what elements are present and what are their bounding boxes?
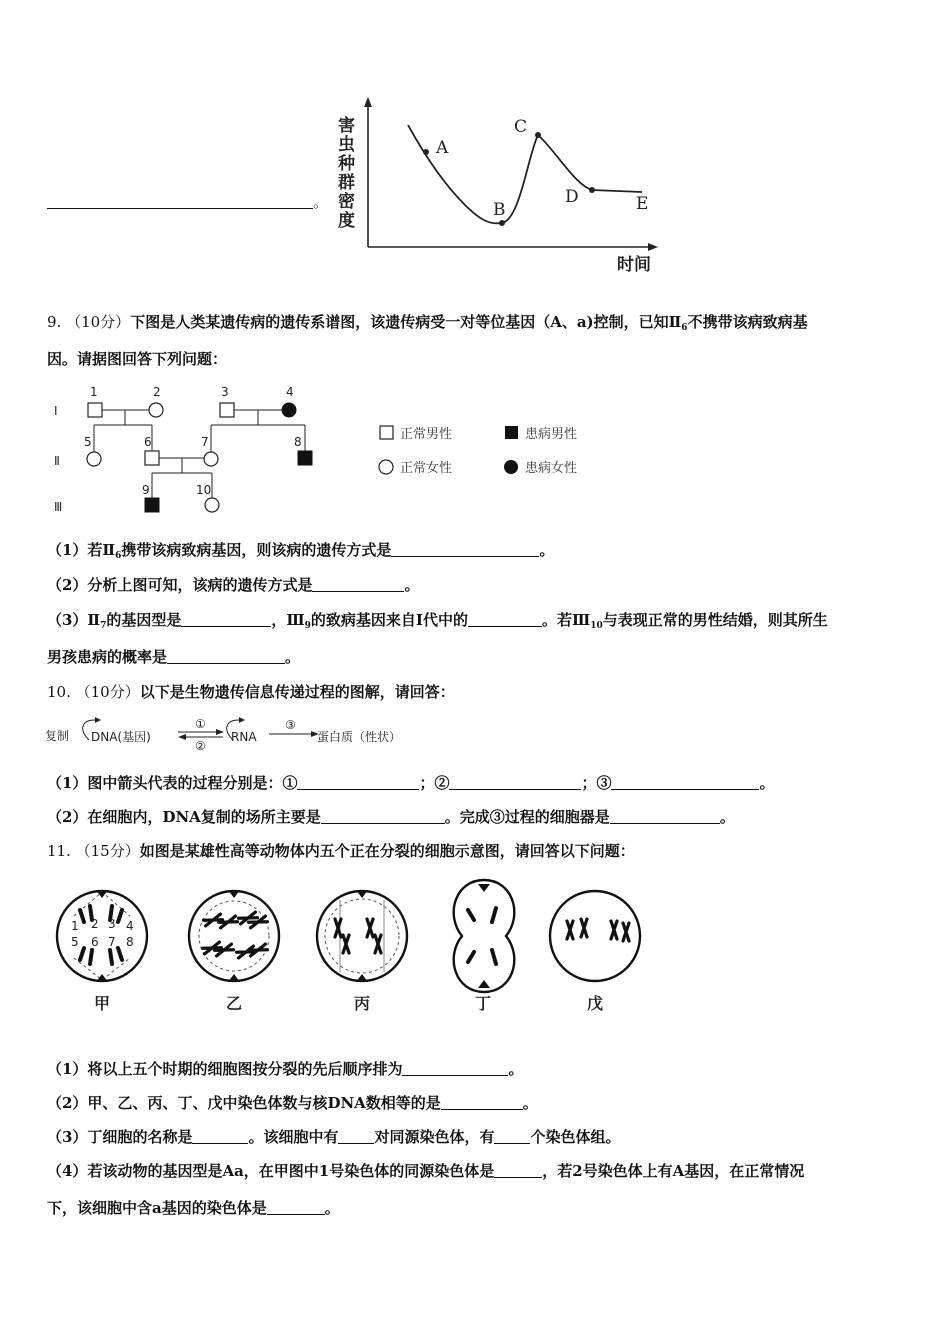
ylabel-char: 害 <box>338 116 355 136</box>
chromo-num: 5 <box>71 935 79 949</box>
reverse-arrow-head <box>178 734 186 740</box>
label-b: B <box>493 200 506 220</box>
cell-jia <box>57 890 147 982</box>
answer-blank <box>297 775 419 790</box>
q11-sub1 <box>47 1059 523 1079</box>
q9-score: （10分） <box>66 313 131 331</box>
point-a <box>423 149 429 155</box>
ylabel-char: 种 <box>338 154 355 174</box>
cell-label-wu: 戊 <box>587 994 604 1013</box>
text: ；③ <box>581 774 612 792</box>
cell-label-yi: 乙 <box>226 994 243 1013</box>
text: （2）在细胞内，DNA复制的场所主要是 <box>47 808 321 826</box>
legend-affected-male: 患病男性 <box>525 427 578 442</box>
q9-sub2 <box>47 575 419 595</box>
answer-blank <box>267 1200 325 1215</box>
cell-division-figure <box>50 870 650 1020</box>
q10-sub1 <box>47 773 775 793</box>
subscript: 7 <box>100 621 107 631</box>
individual-7 <box>204 452 218 466</box>
q9-text-c: 因。请据图回答下列问题： <box>47 350 228 368</box>
dna-label: DNA(基因) <box>91 730 151 744</box>
process-3-label: ③ <box>285 718 296 732</box>
ind-label: 2 <box>153 385 161 399</box>
text: 。 <box>759 774 775 792</box>
chromo-num: 4 <box>126 919 134 933</box>
q9-sub: 6 <box>681 323 688 333</box>
q11-line1 <box>47 841 635 861</box>
ind-label: 8 <box>294 435 302 449</box>
individual-5 <box>87 452 101 466</box>
answer-blank <box>167 649 285 664</box>
answer-blank <box>402 1061 508 1076</box>
q9-sub3 <box>47 610 828 636</box>
text: （2）分析上图可知，该病的遗传方式是 <box>47 576 313 594</box>
ylabel-char: 度 <box>338 211 355 231</box>
answer-blank <box>610 809 720 824</box>
q10-number: 10. <box>47 683 71 701</box>
q9-number: 9. <box>47 313 62 331</box>
individual-4 <box>282 403 296 417</box>
cell-yi <box>189 890 279 982</box>
chromo-num: 1 <box>71 919 79 933</box>
individual-3 <box>220 403 234 417</box>
q11-number: 11. <box>47 842 71 860</box>
text: 。 <box>324 1199 340 1217</box>
individual-8 <box>298 451 312 465</box>
gen-label-1: Ⅰ <box>54 404 58 418</box>
y-axis-arrow <box>364 97 372 107</box>
rna-replication-arrow-head <box>239 717 245 723</box>
ind-label: 1 <box>90 385 98 399</box>
chart-ylabel <box>337 115 355 231</box>
text: 下，该细胞中含a基因的染色体是 <box>47 1199 267 1217</box>
protein-label: 蛋白质（性状） <box>317 730 402 744</box>
answer-blank <box>441 1095 523 1110</box>
q9-text-a: 下图是人类某遗传病的遗传系谱图，该遗传病受一对等位基因（A、a)控制，已知Ⅱ <box>130 313 682 331</box>
q11-sub4-cont <box>47 1198 340 1218</box>
subscript: 6 <box>115 551 122 561</box>
text: 携带该病致病基因，则该病的遗传方式是 <box>121 541 392 559</box>
text: 。 <box>539 541 555 559</box>
text: 对同源染色体，有 <box>374 1128 495 1146</box>
answer-blank <box>391 542 539 557</box>
central-dogma-diagram <box>45 714 445 754</box>
ind-label: 10 <box>196 483 212 497</box>
text: （3）丁细胞的名称是 <box>47 1128 193 1146</box>
legend-normal-female: 正常女性 <box>400 461 453 476</box>
ylabel-char: 密 <box>338 192 355 212</box>
ind-label: 9 <box>142 483 150 497</box>
q11-sub2 <box>47 1093 538 1113</box>
cell-label-bing: 丙 <box>354 994 371 1013</box>
label-d: D <box>565 187 579 207</box>
text: （1）将以上五个时期的细胞图按分裂的先后顺序排为 <box>47 1060 403 1078</box>
chromo-num: 3 <box>108 917 116 931</box>
replication-label: 复制 <box>45 729 70 743</box>
cell-label-ding: 丁 <box>475 994 492 1013</box>
point-d <box>589 187 595 193</box>
chromo-num: 7 <box>108 935 116 949</box>
text: ，若2号染色体上有A基因，在正常情况 <box>542 1162 805 1180</box>
rna-label: RNA <box>231 730 257 744</box>
process-2-label: ② <box>195 739 206 753</box>
q9-sub3-cont <box>47 647 300 667</box>
text: 个染色体组。 <box>530 1128 621 1146</box>
answer-blank <box>321 809 445 824</box>
q11-text: 如图是某雄性高等动物体内五个正在分裂的细胞示意图，请回答以下问题： <box>139 842 635 860</box>
text: 。 <box>404 576 420 594</box>
text: 。完成③过程的细胞器是 <box>444 808 610 826</box>
pedigree-legend <box>379 426 577 476</box>
text: 的基因型是 <box>106 611 182 629</box>
legend-normal-female-icon <box>379 460 393 474</box>
individual-2 <box>149 403 163 417</box>
q11-sub4 <box>47 1161 804 1181</box>
text: 男孩患病的概率是 <box>47 648 168 666</box>
q9-line1 <box>47 312 808 338</box>
individual-10 <box>205 498 219 512</box>
q10-text: 以下是生物遗传信息传递过程的图解，请回答： <box>139 683 455 701</box>
legend-normal-male-icon <box>380 426 393 439</box>
text: ；② <box>419 774 450 792</box>
transcription-arrow-head <box>216 729 224 735</box>
q9-text-b: 不携带该病致病基 <box>687 313 808 331</box>
answer-blank <box>494 1129 530 1144</box>
q10-line1 <box>47 682 455 702</box>
cell-wu <box>550 891 640 981</box>
text: （1）图中箭头代表的过程分别是：① <box>47 774 298 792</box>
text: 与表现正常的男性结婚，则其所生 <box>602 611 828 629</box>
text: 的致病基因来自Ⅰ代中的 <box>310 611 468 629</box>
xlabel: 时间 <box>617 255 651 275</box>
text: （2）甲、乙、丙、丁、戊中染色体数与核DNA数相等的是 <box>47 1094 441 1112</box>
q10-sub2 <box>47 807 735 827</box>
text: （4）若该动物的基因型是Aa，在甲图中1号染色体的同源染色体是 <box>47 1162 495 1180</box>
point-c <box>535 132 541 138</box>
individual-6 <box>145 451 159 465</box>
point-b <box>499 220 505 226</box>
label-c: C <box>514 117 528 137</box>
gen-label-3: Ⅲ <box>54 500 63 514</box>
q9-sub1 <box>47 540 554 566</box>
answer-blank <box>312 577 404 592</box>
q11-sub3 <box>47 1127 621 1147</box>
chromo-num: 8 <box>126 935 134 949</box>
process-1-label: ① <box>195 717 206 731</box>
q9-line2 <box>47 349 227 369</box>
replication-arrow-head <box>95 717 101 723</box>
individual-9 <box>145 498 159 512</box>
answer-blank <box>468 612 542 627</box>
individual-1 <box>88 403 102 417</box>
period: 。 <box>313 193 329 211</box>
answer-blank <box>611 775 759 790</box>
answer-blank <box>47 194 313 209</box>
answer-blank <box>449 775 581 790</box>
answer-blank <box>494 1163 542 1178</box>
subscript: 9 <box>304 621 311 631</box>
text: ，Ⅲ <box>271 611 305 629</box>
legend-affected-male-icon <box>505 426 518 439</box>
gen-label-2: Ⅱ <box>54 454 60 468</box>
label-e: E <box>636 194 649 214</box>
text: 。 <box>508 1060 524 1078</box>
ind-label: 7 <box>201 435 209 449</box>
legend-affected-female: 患病女性 <box>525 461 578 476</box>
cell-ding <box>454 880 515 992</box>
text: 。若Ⅲ <box>541 611 591 629</box>
legend-affected-female-icon <box>504 460 518 474</box>
answer-blank <box>181 612 271 627</box>
q11-score: （15分） <box>75 842 140 860</box>
top-answer-line <box>47 192 328 212</box>
population-density-chart <box>330 95 670 275</box>
ylabel-char: 虫 <box>338 135 355 155</box>
text: 。 <box>719 808 735 826</box>
subscript: 10 <box>590 621 603 631</box>
text: （3）Ⅱ <box>47 611 101 629</box>
ylabel-char: 群 <box>338 173 355 193</box>
text: 。 <box>285 648 301 666</box>
answer-blank <box>338 1129 374 1144</box>
cell-bing <box>317 890 407 982</box>
chromo-num: 6 <box>91 935 99 949</box>
legend-normal-male: 正常男性 <box>400 427 453 442</box>
ind-label: 4 <box>286 385 294 399</box>
pedigree-chart <box>50 383 610 523</box>
q10-score: （10分） <box>75 683 140 701</box>
ind-label: 5 <box>84 435 92 449</box>
ind-label: 3 <box>221 385 229 399</box>
cell-label-jia: 甲 <box>94 994 111 1013</box>
text: （1）若Ⅱ <box>47 541 116 559</box>
label-a: A <box>436 138 449 158</box>
text: 。 <box>522 1094 538 1112</box>
answer-blank <box>192 1129 248 1144</box>
x-axis-arrow <box>648 243 658 251</box>
text: 。该细胞中有 <box>248 1128 339 1146</box>
chromo-num: 2 <box>91 917 99 931</box>
ind-label: 6 <box>144 435 152 449</box>
